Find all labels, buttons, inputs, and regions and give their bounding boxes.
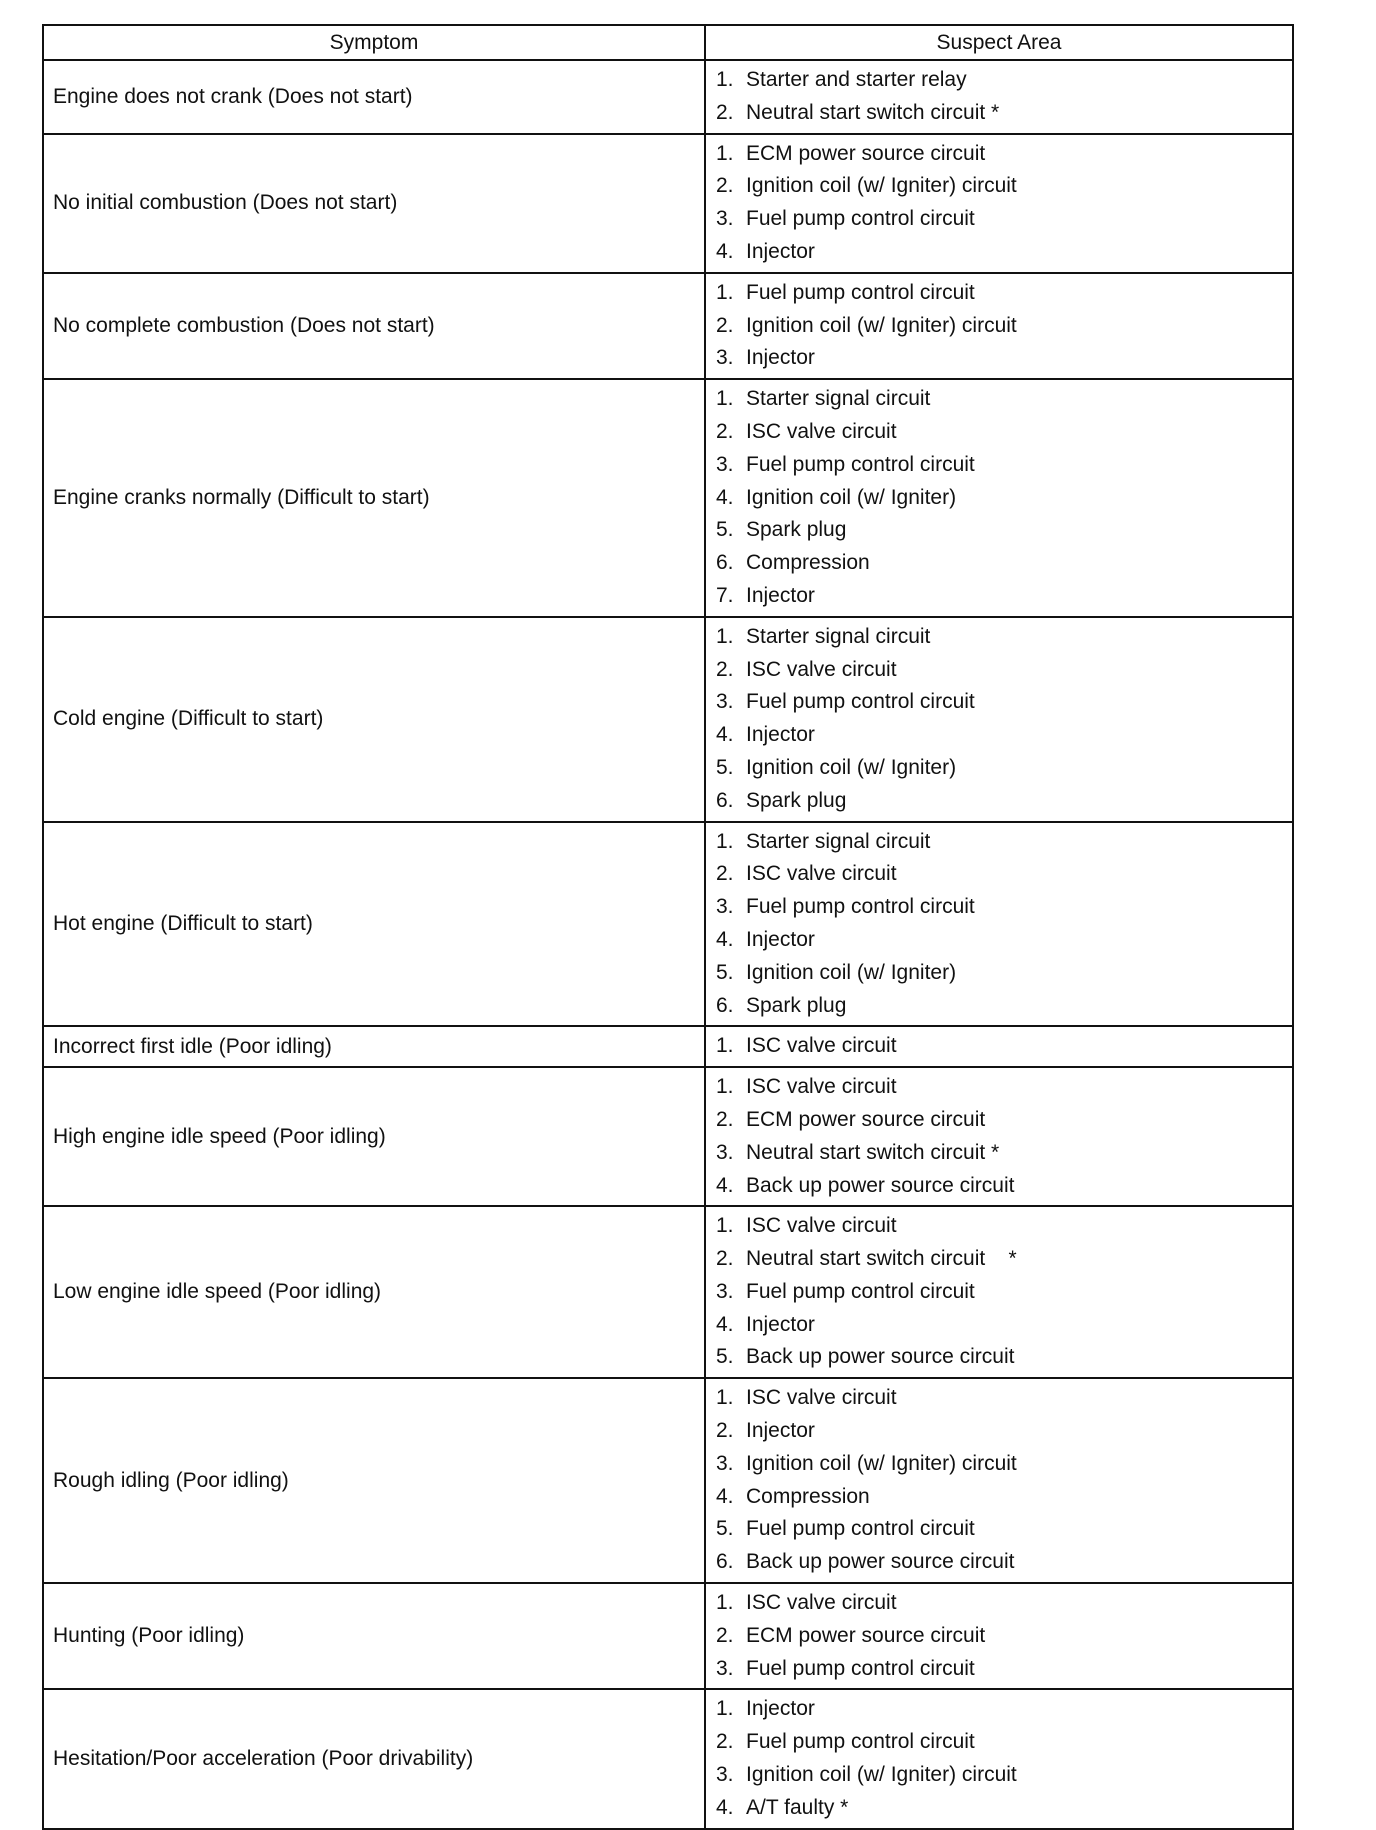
item-number: 3. <box>716 690 734 714</box>
item-number: 3. <box>716 452 734 476</box>
item-number: 1. <box>716 1386 734 1410</box>
table-row <box>43 273 1293 379</box>
item-text: Injector <box>746 239 815 263</box>
item-number: 1. <box>716 1214 734 1238</box>
item-text: Ignition coil (w/ Igniter) circuit <box>746 1763 1017 1787</box>
suspect-item <box>716 1481 1292 1514</box>
item-number: 4. <box>716 239 734 263</box>
item-number: 2. <box>716 100 734 124</box>
item-text: Injector <box>746 1312 815 1336</box>
item-number: 3. <box>716 1451 734 1475</box>
suspect-item <box>716 482 1292 515</box>
item-text: ECM power source circuit <box>746 1107 986 1131</box>
item-number: 5. <box>716 960 734 984</box>
item-text: Ignition coil (w/ Igniter) <box>746 485 957 509</box>
item-text: Injector <box>746 723 815 747</box>
suspect-item <box>716 1513 1292 1546</box>
item-number: 6. <box>716 788 734 812</box>
suspect-item <box>716 1137 1292 1170</box>
item-text: Neutral start switch circuit * <box>746 1247 1017 1271</box>
suspect-item <box>716 1792 1292 1825</box>
symptom-header: Symptom <box>43 25 705 60</box>
suspect-item <box>716 990 1292 1023</box>
item-number: 2. <box>716 1623 734 1647</box>
table-row <box>43 60 1293 134</box>
item-text: ISC valve circuit <box>746 1386 897 1410</box>
suspect-item <box>716 170 1292 203</box>
table-body <box>43 60 1293 1829</box>
symptom-cell: Hot engine (Difficult to start) <box>43 822 705 1027</box>
suspect-item <box>716 1210 1292 1243</box>
item-text: Injector <box>746 927 815 951</box>
suspect-item <box>716 547 1292 580</box>
item-number: 1. <box>716 829 734 853</box>
suspect-item <box>716 1448 1292 1481</box>
table-row <box>43 1026 1293 1067</box>
suspect-area-cell <box>705 822 1293 1027</box>
item-text: Starter signal circuit <box>746 624 931 648</box>
suspect-area-cell <box>705 1067 1293 1206</box>
suspect-area-cell <box>705 617 1293 822</box>
item-text: Fuel pump control circuit <box>746 895 975 919</box>
symptom-cell: Incorrect first idle (Poor idling) <box>43 1026 705 1067</box>
item-number: 3. <box>716 1763 734 1787</box>
suspect-item <box>716 686 1292 719</box>
item-number: 4. <box>716 723 734 747</box>
item-text: Starter signal circuit <box>746 387 931 411</box>
symptom-cell: Cold engine (Difficult to start) <box>43 617 705 822</box>
suspect-item <box>716 1382 1292 1415</box>
item-text: Compression <box>746 1484 870 1508</box>
item-text: ECM power source circuit <box>746 1623 986 1647</box>
suspect-item <box>716 957 1292 990</box>
suspect-item <box>716 310 1292 343</box>
symptom-table-document <box>42 24 1292 1830</box>
item-number: 2. <box>716 1419 734 1443</box>
suspect-item <box>716 1104 1292 1137</box>
item-text: Fuel pump control circuit <box>746 1517 975 1541</box>
symptom-table <box>42 24 1294 1830</box>
suspect-item <box>716 1653 1292 1686</box>
suspect-item <box>716 1587 1292 1620</box>
suspect-item <box>716 1071 1292 1104</box>
item-number: 2. <box>716 313 734 337</box>
item-text: Neutral start switch circuit * <box>746 1140 1000 1164</box>
suspect-item <box>716 924 1292 957</box>
item-text: Fuel pump control circuit <box>746 207 975 231</box>
table-row <box>43 1689 1293 1828</box>
suspect-area-header: Suspect Area <box>705 25 1293 60</box>
item-number: 5. <box>716 518 734 542</box>
item-text: ISC valve circuit <box>746 862 897 886</box>
item-number: 3. <box>716 346 734 370</box>
suspect-item <box>716 277 1292 310</box>
item-number: 7. <box>716 583 734 607</box>
item-number: 3. <box>716 895 734 919</box>
suspect-area-cell <box>705 1583 1293 1689</box>
item-number: 1. <box>716 68 734 91</box>
suspect-item <box>716 1759 1292 1792</box>
item-number: 5. <box>716 755 734 779</box>
item-text: Compression <box>746 551 870 575</box>
symptom-cell: Rough idling (Poor idling) <box>43 1378 705 1583</box>
suspect-item <box>716 97 1292 130</box>
table-row <box>43 822 1293 1027</box>
item-number: 1. <box>716 1034 734 1058</box>
suspect-item <box>716 416 1292 449</box>
item-number: 5. <box>716 1517 734 1541</box>
item-text: Injector <box>746 583 815 607</box>
item-text: ISC valve circuit <box>746 1591 897 1615</box>
suspect-item <box>716 1726 1292 1759</box>
table-row <box>43 379 1293 617</box>
item-number: 1. <box>716 624 734 648</box>
item-text: A/T faulty * <box>746 1795 849 1819</box>
item-number: 6. <box>716 993 734 1017</box>
symptom-cell: No initial combustion (Does not start) <box>43 134 705 273</box>
suspect-item <box>716 752 1292 785</box>
item-text: ISC valve circuit <box>746 1214 897 1238</box>
item-text: Fuel pump control circuit <box>746 452 975 476</box>
item-number: 2. <box>716 1730 734 1754</box>
suspect-item <box>716 826 1292 859</box>
suspect-item <box>716 1309 1292 1342</box>
item-number: 2. <box>716 1107 734 1131</box>
table-row <box>43 1067 1293 1206</box>
item-text: Injector <box>746 346 815 370</box>
item-text: Back up power source circuit <box>746 1345 1015 1369</box>
suspect-item <box>716 654 1292 687</box>
item-text: ISC valve circuit <box>746 1075 897 1099</box>
table-row <box>43 134 1293 273</box>
item-text: Neutral start switch circuit * <box>746 100 1000 124</box>
item-text: Starter signal circuit <box>746 829 931 853</box>
suspect-area-cell <box>705 60 1293 134</box>
item-number: 1. <box>716 387 734 411</box>
item-text: Fuel pump control circuit <box>746 1656 975 1680</box>
suspect-area-cell <box>705 1378 1293 1583</box>
suspect-item <box>716 1243 1292 1276</box>
item-number: 3. <box>716 1279 734 1303</box>
suspect-area-cell <box>705 379 1293 617</box>
item-text: Back up power source circuit <box>746 1173 1015 1197</box>
suspect-item <box>716 858 1292 891</box>
item-text: Starter and starter relay <box>746 68 967 91</box>
table-row <box>43 1583 1293 1689</box>
item-number: 3. <box>716 1140 734 1164</box>
item-text: Fuel pump control circuit <box>746 1730 975 1754</box>
suspect-item <box>716 1546 1292 1579</box>
header-row <box>43 25 1293 60</box>
item-number: 1. <box>716 1591 734 1615</box>
item-number: 2. <box>716 174 734 198</box>
suspect-area-cell <box>705 1206 1293 1378</box>
item-number: 2. <box>716 862 734 886</box>
suspect-item <box>716 342 1292 375</box>
item-number: 3. <box>716 1656 734 1680</box>
item-number: 6. <box>716 551 734 575</box>
item-number: 2. <box>716 657 734 681</box>
suspect-item <box>716 1276 1292 1309</box>
suspect-item <box>716 1620 1292 1653</box>
suspect-item <box>716 203 1292 236</box>
item-number: 2. <box>716 1247 734 1271</box>
item-number: 4. <box>716 1173 734 1197</box>
item-number: 4. <box>716 1312 734 1336</box>
suspect-area-cell <box>705 134 1293 273</box>
item-text: Spark plug <box>746 993 847 1017</box>
item-text: ECM power source circuit <box>746 141 986 165</box>
item-text: Fuel pump control circuit <box>746 1279 975 1303</box>
suspect-item <box>716 719 1292 752</box>
table-row <box>43 617 1293 822</box>
item-text: Ignition coil (w/ Igniter) circuit <box>746 1451 1017 1475</box>
item-number: 4. <box>716 485 734 509</box>
suspect-item <box>716 1170 1292 1203</box>
item-number: 1. <box>716 1075 734 1099</box>
suspect-area-cell <box>705 273 1293 379</box>
item-number: 4. <box>716 1484 734 1508</box>
item-text: Ignition coil (w/ Igniter) circuit <box>746 174 1017 198</box>
item-text: Fuel pump control circuit <box>746 280 975 304</box>
item-number: 3. <box>716 207 734 231</box>
item-text: Fuel pump control circuit <box>746 690 975 714</box>
suspect-item <box>716 1415 1292 1448</box>
table-row <box>43 1378 1293 1583</box>
symptom-cell: Hesitation/Poor acceleration (Poor drivability) <box>43 1689 705 1828</box>
item-text: Injector <box>746 1419 815 1443</box>
item-text: Injector <box>746 1697 815 1721</box>
symptom-cell: High engine idle speed (Poor idling) <box>43 1067 705 1206</box>
suspect-item <box>716 138 1292 171</box>
suspect-area-cell <box>705 1689 1293 1828</box>
suspect-item <box>716 1030 1292 1063</box>
suspect-item <box>716 1341 1292 1374</box>
item-number: 2. <box>716 419 734 443</box>
item-text: Spark plug <box>746 518 847 542</box>
table-row <box>43 1206 1293 1378</box>
suspect-item <box>716 621 1292 654</box>
item-text: Spark plug <box>746 788 847 812</box>
item-number: 5. <box>716 1345 734 1369</box>
item-text: Ignition coil (w/ Igniter) <box>746 960 957 984</box>
item-text: ISC valve circuit <box>746 419 897 443</box>
item-text: ISC valve circuit <box>746 1034 897 1058</box>
item-number: 1. <box>716 280 734 304</box>
item-number: 4. <box>716 1795 734 1819</box>
symptom-cell: Engine does not crank (Does not start) <box>43 60 705 134</box>
item-text: Ignition coil (w/ Igniter) circuit <box>746 313 1017 337</box>
suspect-item <box>716 580 1292 613</box>
suspect-item <box>716 785 1292 818</box>
symptom-cell: Hunting (Poor idling) <box>43 1583 705 1689</box>
suspect-item <box>716 1693 1292 1726</box>
symptom-cell: Low engine idle speed (Poor idling) <box>43 1206 705 1378</box>
suspect-item <box>716 891 1292 924</box>
suspect-item <box>716 383 1292 416</box>
item-number: 1. <box>716 141 734 165</box>
symptom-cell: Engine cranks normally (Difficult to start) <box>43 379 705 617</box>
item-number: 1. <box>716 1697 734 1721</box>
suspect-item <box>716 64 1292 97</box>
symptom-cell: No complete combustion (Does not start) <box>43 273 705 379</box>
suspect-area-cell <box>705 1026 1293 1067</box>
item-number: 4. <box>716 927 734 951</box>
suspect-item <box>716 449 1292 482</box>
item-number: 6. <box>716 1550 734 1574</box>
suspect-item <box>716 236 1292 269</box>
item-text: Ignition coil (w/ Igniter) <box>746 755 957 779</box>
item-text: Back up power source circuit <box>746 1550 1015 1574</box>
suspect-item <box>716 514 1292 547</box>
item-text: ISC valve circuit <box>746 657 897 681</box>
